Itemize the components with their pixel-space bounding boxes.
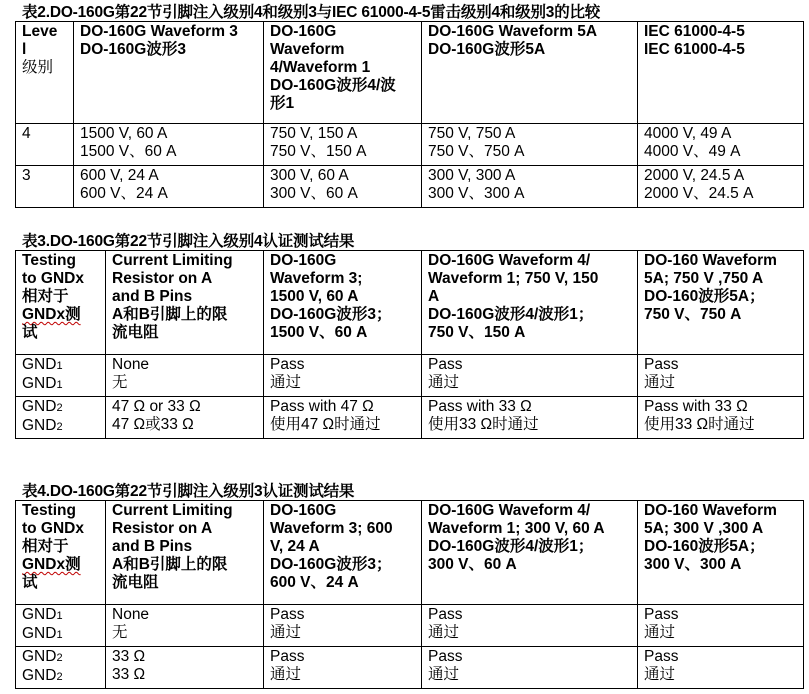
- table-cell: [422, 397, 638, 439]
- table-cell: [264, 166, 422, 208]
- table3-row-gnd2: [16, 397, 804, 439]
- cell-line: 使用47 Ω时通过: [270, 416, 381, 433]
- cell-line: 750 V, 750 A: [428, 125, 516, 142]
- header-line: Testing: [22, 252, 76, 269]
- cell-line: 300 V、300 A: [428, 185, 525, 202]
- cell-line: [22, 625, 101, 644]
- table3-row-gnd1: [16, 355, 804, 397]
- header-line: 试: [22, 324, 38, 341]
- header-line: Leve: [22, 23, 58, 40]
- table-cell: [16, 355, 106, 397]
- table2-row-level4: [16, 124, 804, 166]
- gnd-subscript: 1: [56, 379, 63, 391]
- table-cell: [16, 605, 106, 647]
- header-line: DO-160G Waveform 4/: [428, 252, 591, 269]
- header-line: 300 V、300 A: [644, 556, 742, 573]
- cell-line: Pass: [270, 648, 305, 665]
- cell-line: 通过: [270, 666, 302, 683]
- gnd-label: GND: [22, 606, 57, 623]
- cell-line: 300 V, 300 A: [428, 167, 516, 184]
- gnd-label: GND: [22, 667, 57, 684]
- table-cell: [638, 397, 804, 439]
- cell-line: 通过: [428, 374, 460, 391]
- table-cell: [74, 166, 264, 208]
- gnd-subscript: 2: [56, 671, 63, 683]
- table-cell: [106, 647, 264, 689]
- gnd-label: GND: [22, 417, 57, 434]
- header-line: Resistor on A: [112, 520, 213, 537]
- table-cell: [106, 397, 264, 439]
- table4-header-resistor: [106, 501, 264, 605]
- table2-header-level: [16, 22, 74, 124]
- cell-line: Pass: [270, 356, 305, 373]
- header-line: Current Limiting: [112, 252, 233, 269]
- cell-line: [22, 606, 101, 625]
- table-cell: [264, 355, 422, 397]
- table3-header-testing: [16, 251, 106, 355]
- table4-caption: 表4.DO-160G第22节引脚注入级别3认证测试结果: [22, 483, 355, 500]
- table3-caption: 表3.DO-160G第22节引脚注入级别4认证测试结果: [22, 233, 355, 250]
- header-line: DO-160G: [270, 252, 337, 269]
- cell-line: 通过: [270, 374, 302, 391]
- header-line: to GNDx: [22, 270, 84, 287]
- table-cell: [422, 647, 638, 689]
- header-line: DO-160 Waveform: [644, 502, 777, 519]
- header-line: 流电阻: [112, 324, 159, 341]
- gnd-label: GND: [22, 356, 57, 373]
- cell-line: [22, 667, 101, 686]
- cell-line: Pass: [644, 356, 679, 373]
- table-cell: [638, 124, 804, 166]
- gnd-label: GND: [22, 625, 57, 642]
- gnd-label: GND: [22, 648, 57, 665]
- header-line: to GNDx: [22, 520, 84, 537]
- header-line: DO-160G波形3；: [270, 556, 392, 573]
- header-line: and B Pins: [112, 538, 193, 555]
- header-line: 相对于: [22, 538, 69, 555]
- cell-line: 300 V、60 A: [270, 185, 358, 202]
- gnd-subscript: 1: [56, 610, 63, 622]
- table2-caption: 表2.DO-160G第22节引脚注入级别4和级别3与IEC 61000-4-5雷击级别4和级别3的比较: [22, 4, 601, 21]
- cell-line: 750 V、750 A: [428, 143, 525, 160]
- table-cell: [16, 124, 74, 166]
- table4-header-row: [16, 501, 804, 605]
- cell-line: 1500 V, 60 A: [80, 125, 168, 142]
- header-line: A: [428, 288, 440, 305]
- cell-line: None: [112, 606, 150, 623]
- table3-header-waveform4: [422, 251, 638, 355]
- header-line: IEC 61000-4-5: [644, 23, 745, 40]
- header-line: IEC 61000-4-5: [644, 41, 745, 58]
- header-line: 相对于: [22, 288, 69, 305]
- cell-line: [22, 375, 101, 394]
- header-line: Waveform 1; 750 V, 150: [428, 270, 599, 287]
- table4-header-waveform5a: [638, 501, 804, 605]
- header-line-text: GNDx测: [22, 556, 81, 573]
- header-line: 5A; 300 V ,300 A: [644, 520, 764, 537]
- cell-line: 33 Ω: [112, 648, 146, 665]
- header-line: 试: [22, 574, 38, 591]
- cell-line: 2000 V, 24.5 A: [644, 167, 745, 184]
- table3-header-resistor: [106, 251, 264, 355]
- header-line: Resistor on A: [112, 270, 213, 287]
- header-line: A和B引脚上的限: [112, 306, 228, 323]
- table-cell: [264, 397, 422, 439]
- table2-header-row: [16, 22, 804, 124]
- cell-line: 33 Ω: [112, 666, 146, 683]
- cell-line: 1500 V、60 A: [80, 143, 177, 160]
- table-cell: [638, 355, 804, 397]
- cell-line: 750 V、150 A: [270, 143, 367, 160]
- header-line: 750 V、150 A: [428, 324, 526, 341]
- header-line: DO-160G Waveform 4/: [428, 502, 591, 519]
- cell-line: 750 V, 150 A: [270, 125, 358, 142]
- cell-line: [22, 356, 101, 375]
- cell-line: Pass with 33 Ω: [428, 398, 532, 415]
- table2-header-waveform5a: [422, 22, 638, 124]
- table4-header-waveform4: [422, 501, 638, 605]
- header-line: DO-160G波形4/波形1；: [428, 306, 594, 323]
- cell-line: 600 V、24 A: [80, 185, 168, 202]
- cell-line: 600 V, 24 A: [80, 167, 159, 184]
- table-cell: [16, 397, 106, 439]
- header-line: 级别: [22, 59, 54, 76]
- table4: [15, 500, 804, 689]
- cell-line: 无: [112, 374, 128, 391]
- header-line: 600 V、24 A: [270, 574, 359, 591]
- cell-line: 无: [112, 624, 128, 641]
- cell-line: Pass: [428, 606, 463, 623]
- table-cell: [422, 166, 638, 208]
- cell-line: [22, 417, 101, 436]
- header-line: DO-160波形5A；: [644, 538, 765, 555]
- header-line: l: [22, 41, 27, 58]
- header-line: DO-160G Waveform 5A: [428, 23, 598, 40]
- cell-line: Pass: [428, 648, 463, 665]
- gnd-label: GND: [22, 398, 57, 415]
- header-line: Testing: [22, 502, 76, 519]
- header-line: 1500 V, 60 A: [270, 288, 359, 305]
- gnd-subscript: 2: [56, 402, 63, 414]
- header-line: A和B引脚上的限: [112, 556, 228, 573]
- cell-line: 通过: [644, 666, 676, 683]
- header-line: Waveform: [270, 41, 345, 58]
- gnd-subscript: 1: [56, 629, 63, 641]
- header-line: 300 V、60 A: [428, 556, 517, 573]
- header-line: 流电阻: [112, 574, 159, 591]
- cell-line: Pass: [428, 356, 463, 373]
- table-cell: [422, 605, 638, 647]
- table2: [15, 21, 804, 208]
- cell-line: Pass: [644, 606, 679, 623]
- cell-line: 47 Ω或33 Ω: [112, 416, 194, 433]
- cell-line: [22, 648, 101, 667]
- cell-line: Pass with 47 Ω: [270, 398, 374, 415]
- table2-header-waveform3: [74, 22, 264, 124]
- table2-header-waveform4: [264, 22, 422, 124]
- header-line: DO-160G波形4/波: [270, 77, 396, 94]
- header-line: DO-160 Waveform: [644, 252, 777, 269]
- table2-row-level3: [16, 166, 804, 208]
- header-line: and B Pins: [112, 288, 193, 305]
- header-line: Waveform 1; 300 V, 60 A: [428, 520, 605, 537]
- header-line: DO-160G波形3；: [270, 306, 392, 323]
- header-line: DO-160波形5A；: [644, 288, 765, 305]
- table-cell: [16, 166, 74, 208]
- cell-line: 2000 V、24.5 A: [644, 185, 754, 202]
- header-line: DO-160G Waveform 3: [80, 23, 238, 40]
- cell-line: 通过: [428, 666, 460, 683]
- cell-line: 4000 V, 49 A: [644, 125, 732, 142]
- table4-row-gnd2: [16, 647, 804, 689]
- table2-header-iec: [638, 22, 804, 124]
- cell-line: 通过: [644, 624, 676, 641]
- header-line: 形1: [270, 95, 295, 112]
- cell-line: Pass with 33 Ω: [644, 398, 748, 415]
- table4-row-gnd1: [16, 605, 804, 647]
- table3-header-waveform3: [264, 251, 422, 355]
- cell-line: 通过: [270, 624, 302, 641]
- cell-line: Pass: [270, 606, 305, 623]
- cell-line: 使用33 Ω时通过: [644, 416, 755, 433]
- table-cell: [106, 355, 264, 397]
- table-cell: [638, 166, 804, 208]
- cell-line: Pass: [644, 648, 679, 665]
- header-line: DO-160G波形3: [80, 41, 186, 58]
- header-line: Current Limiting: [112, 502, 233, 519]
- header-line: 5A; 750 V ,750 A: [644, 270, 764, 287]
- table4-header-testing: [16, 501, 106, 605]
- table-cell: [422, 124, 638, 166]
- header-line: DO-160G: [270, 23, 337, 40]
- cell-line: 4000 V、49 A: [644, 143, 741, 160]
- cell-line: None: [112, 356, 150, 373]
- table-cell: [264, 647, 422, 689]
- table-cell: [422, 355, 638, 397]
- gnd-subscript: 2: [56, 421, 63, 433]
- table-cell: [264, 124, 422, 166]
- table-cell: [638, 647, 804, 689]
- cell-line: 3: [22, 167, 31, 184]
- header-line: DO-160G波形5A: [428, 41, 546, 58]
- cell-line: 通过: [428, 624, 460, 641]
- table3-header-row: [16, 251, 804, 355]
- cell-line: 300 V, 60 A: [270, 167, 349, 184]
- header-line: 4/Waveform 1: [270, 59, 371, 76]
- table-cell: [106, 605, 264, 647]
- table-cell: [16, 647, 106, 689]
- header-line: V, 24 A: [270, 538, 320, 555]
- gnd-label: GND: [22, 375, 57, 392]
- cell-line: 使用33 Ω时通过: [428, 416, 539, 433]
- cell-line: 4: [22, 125, 31, 142]
- header-line: [22, 556, 101, 574]
- table-cell: [74, 124, 264, 166]
- header-line: 750 V、750 A: [644, 306, 742, 323]
- header-line: 1500 V、60 A: [270, 324, 368, 341]
- cell-line: [22, 398, 101, 417]
- header-line: Waveform 3; 600: [270, 520, 393, 537]
- table3-header-waveform5a: [638, 251, 804, 355]
- header-line: DO-160G波形4/波形1；: [428, 538, 594, 555]
- header-line-text: GNDx测: [22, 306, 81, 323]
- cell-line: 47 Ω or 33 Ω: [112, 398, 201, 415]
- table-cell: [264, 605, 422, 647]
- cell-line: 通过: [644, 374, 676, 391]
- table3: [15, 250, 804, 439]
- header-line: DO-160G: [270, 502, 337, 519]
- header-line: [22, 306, 101, 324]
- header-line: Waveform 3;: [270, 270, 363, 287]
- table-cell: [638, 605, 804, 647]
- gnd-subscript: 2: [56, 652, 63, 664]
- table4-header-waveform3: [264, 501, 422, 605]
- gnd-subscript: 1: [56, 360, 63, 372]
